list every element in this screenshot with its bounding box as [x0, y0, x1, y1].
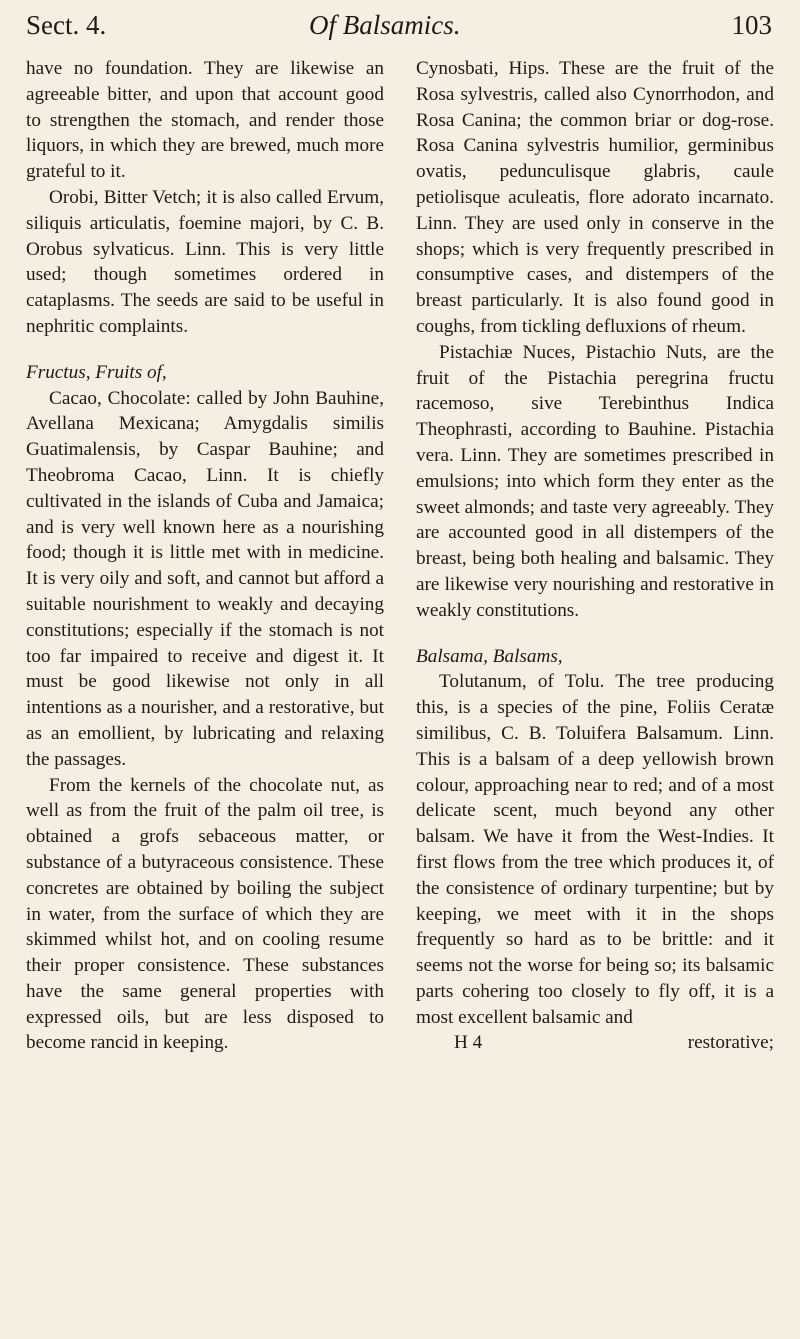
- signature-mark: H 4: [454, 1032, 483, 1054]
- paragraph-orobi: Orobi, Bitter Vetch; it is also called Ervum, siliquis articulatis, foemine majori, by C. B. Orobus sylvaticus. Linn. This is very little used; though sometimes ordered in cataplasms. The seeds are said to be useful in nephritic complaints.: [26, 186, 384, 337]
- paragraph-tolutanum: Tolutanum, of Tolu. The tree producing this, is a species of the pine, Foliis Ceratæ similibus, C. B. Toluifera Balsamum. Linn. This is a balsam of a deep yellowish brown colour, approaching near to red; and of a most delicate scent, much beyond any other balsam. We have it from the West-Indies. It first flows from the tree which produces it, of the consistence of ordinary turpentine; but by keeping, we meet with it in the shops frequently so hard as to be brittle: and it seems not the worse for being so; its balsamic parts cohering too closely to fly off, it is a most excellent balsamic and: [416, 671, 774, 1028]
- running-head: [26, 10, 774, 56]
- paragraph-cynosbati: Cynosbati, Hips. These are the fruit of the Rosa sylvestris, called also Cynorrhodon, and Rosa Canina; the common briar or dog-rose. Rosa Canina sylvestris humilior, germinibus ovatis, pedunculisque glabris, caule petiolisque aculeatis, flore adorato incarnato. Linn. They are used only in conserve in the shops; which is very frequently prescribed in consumptive cases, and distempers of the breast particularly. It is also found good in coughs, from tickling defluxions of rheum.: [416, 58, 774, 337]
- subheading-fructus: Fructus, Fruits of,: [26, 361, 167, 383]
- paragraph-hops-continued: have no foundation. They are likewise an agreeable bitter, and upon that account good to strengthen the stomach, and render those liquors, in which they are brewed, much more grateful to it.: [26, 58, 384, 183]
- paragraph-pistachiae: Pistachiæ Nuces, Pistachio Nuts, are the fruit of the Pistachia peregrina fructu racemoso, sive Terebinthus Indica Theophrasti, according to Bauhine. Pistachia vera. Linn. They are sometimes prescribed in emulsions; into which form they enter as the sweet almonds; and taste very agreeably. They are accounted good in all distempers of the breast, being both healing and balsamic. They are likewise very nourishing and restorative in weakly constitutions.: [416, 341, 774, 621]
- subheading-balsama: Balsama, Balsams,: [416, 645, 563, 667]
- catchword: restorative;: [687, 1032, 774, 1054]
- section-gap: [416, 624, 774, 644]
- paragraph-chocolate-kernels: From the kernels of the chocolate nut, as well as from the fruit of the palm oil tree, is obtained a grofs sebaceous matter, or substance of a butyraceous consistence. These concretes are obtained by boiling the subject in water, from the surface of which they are skimmed whilst hot, and on cooling resume their proper consistence. These substances have the same general properties with expressed oils, but are less disposed to become rancid in keeping.: [26, 774, 384, 1054]
- paragraph-cacao: Cacao, Chocolate: called by John Bauhine, Avellana Mexicana; Amygdalis similis Guatimalensis, by Caspar Bauhine; and Theobroma Cacao, Linn. It is chiefly cultivated in the islands of Cuba and Jamaica; and is very well known here as a nourishing food; though it is little met with in medicine. It is very oily and soft, and cannot but afford a suitable nourishment to weakly and decaying constitutions; especially if the stomach is not too far impaired to receive and digest it. It must be good likewise not only in all intentions as a nourisher, and a restorative, but as an emollient, by lubricating and relaxing the passages.: [26, 387, 384, 770]
- right-column: [416, 56, 774, 1056]
- section-label: Sect. 4.: [26, 10, 107, 40]
- page-number: 103: [731, 10, 772, 40]
- page-footer-line: [416, 1030, 774, 1056]
- section-gap: [26, 340, 384, 360]
- running-title: Of Balsamics.: [309, 10, 461, 40]
- text-columns: [26, 56, 774, 1056]
- left-column: [26, 56, 384, 1056]
